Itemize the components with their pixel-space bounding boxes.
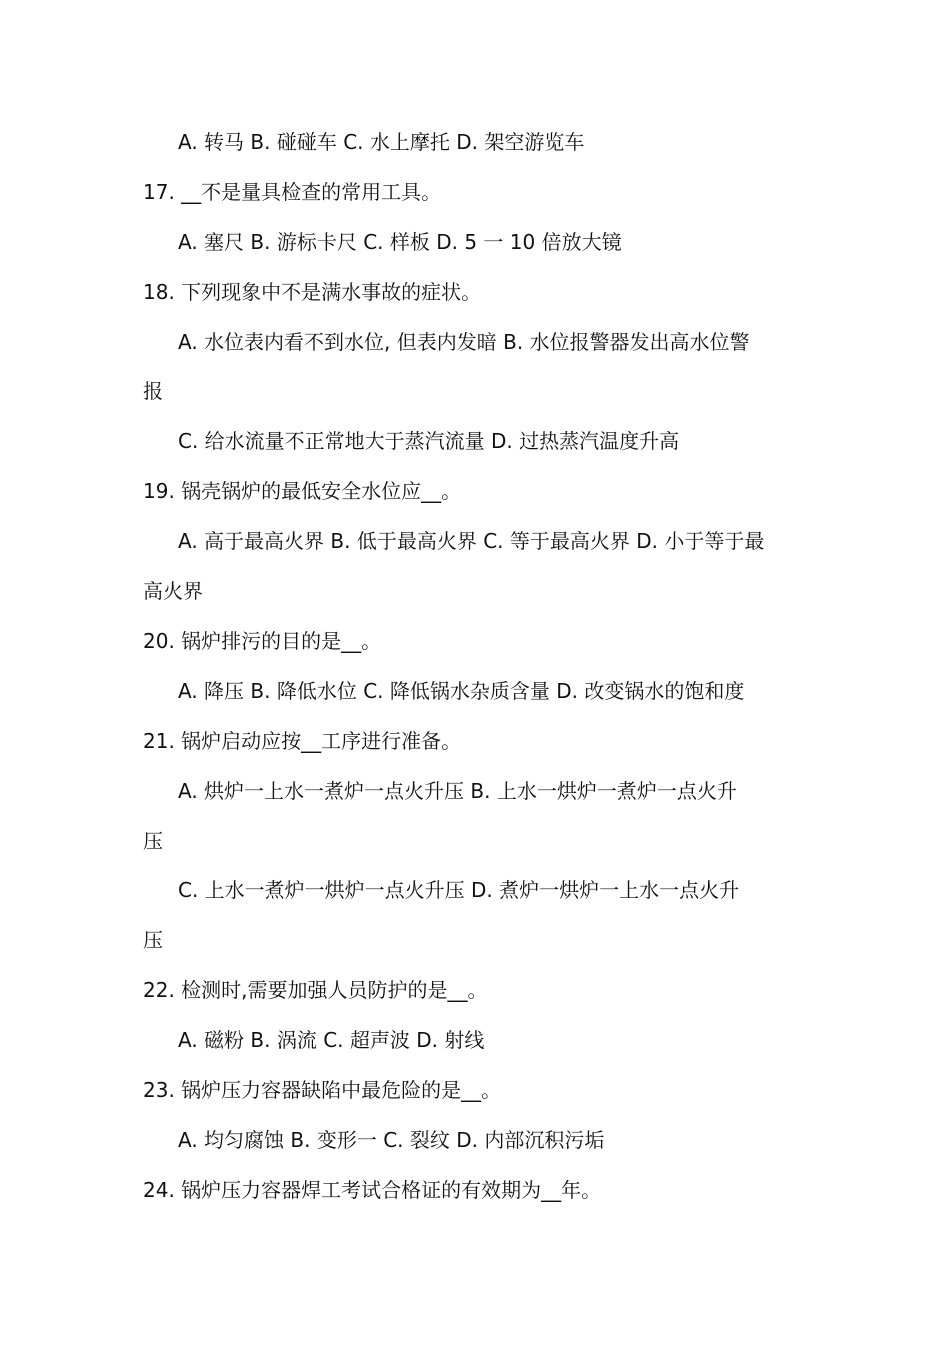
- q22-options-line: A. 磁粉 B. 涡流 C. 超声波 D. 射线: [178, 1028, 485, 1052]
- q18-options-line-1: A. 水位表内看不到水位, 但表内发暗 B. 水位报警器发出高水位警: [178, 330, 750, 354]
- question-22: 22. 检测时,需要加强人员防护的是__。: [143, 978, 488, 1002]
- q20-options-line: A. 降压 B. 降低水位 C. 降低锅水杂质含量 D. 改变锅水的饱和度: [178, 679, 745, 703]
- q17-options-line: A. 塞尺 B. 游标卡尺 C. 样板 D. 5 一 10 倍放大镜: [178, 230, 622, 254]
- q21-options-line-1: A. 烘炉一上水一煮炉一点火升压 B. 上水一烘炉一煮炉一点火升: [178, 779, 737, 803]
- question-19: 19. 锅壳锅炉的最低安全水位应__。: [143, 479, 462, 503]
- question-23: 23. 锅炉压力容器缺陷中最危险的是__。: [143, 1078, 502, 1102]
- question-21: 21. 锅炉启动应按__工序进行准备。: [143, 729, 462, 753]
- question-17: 17. __不是量具检查的常用工具。: [143, 180, 442, 204]
- q23-options-line: A. 均匀腐蚀 B. 变形一 C. 裂纹 D. 内部沉积污垢: [178, 1128, 605, 1152]
- q21-options-line-2-wrap: 压: [143, 928, 163, 952]
- question-24: 24. 锅炉压力容器焊工考试合格证的有效期为__年。: [143, 1178, 602, 1202]
- q19-options-line-wrap: 高火界: [143, 579, 203, 603]
- q18-options-line-2: C. 给水流量不正常地大于蒸汽流量 D. 过热蒸汽温度升高: [178, 429, 680, 453]
- q21-options-line-2: C. 上水一煮炉一烘炉一点火升压 D. 煮炉一烘炉一上水一点火升: [178, 878, 740, 902]
- question-18: 18. 下列现象中不是满水事故的症状。: [143, 280, 482, 304]
- q16-options-line: A. 转马 B. 碰碰车 C. 水上摩托 D. 架空游览车: [178, 130, 585, 154]
- q18-options-line-1-wrap: 报: [143, 379, 163, 403]
- question-20: 20. 锅炉排污的目的是__。: [143, 629, 382, 653]
- q19-options-line: A. 高于最高火界 B. 低于最高火界 C. 等于最高火界 D. 小于等于最: [178, 529, 765, 553]
- q21-options-line-1-wrap: 压: [143, 829, 163, 853]
